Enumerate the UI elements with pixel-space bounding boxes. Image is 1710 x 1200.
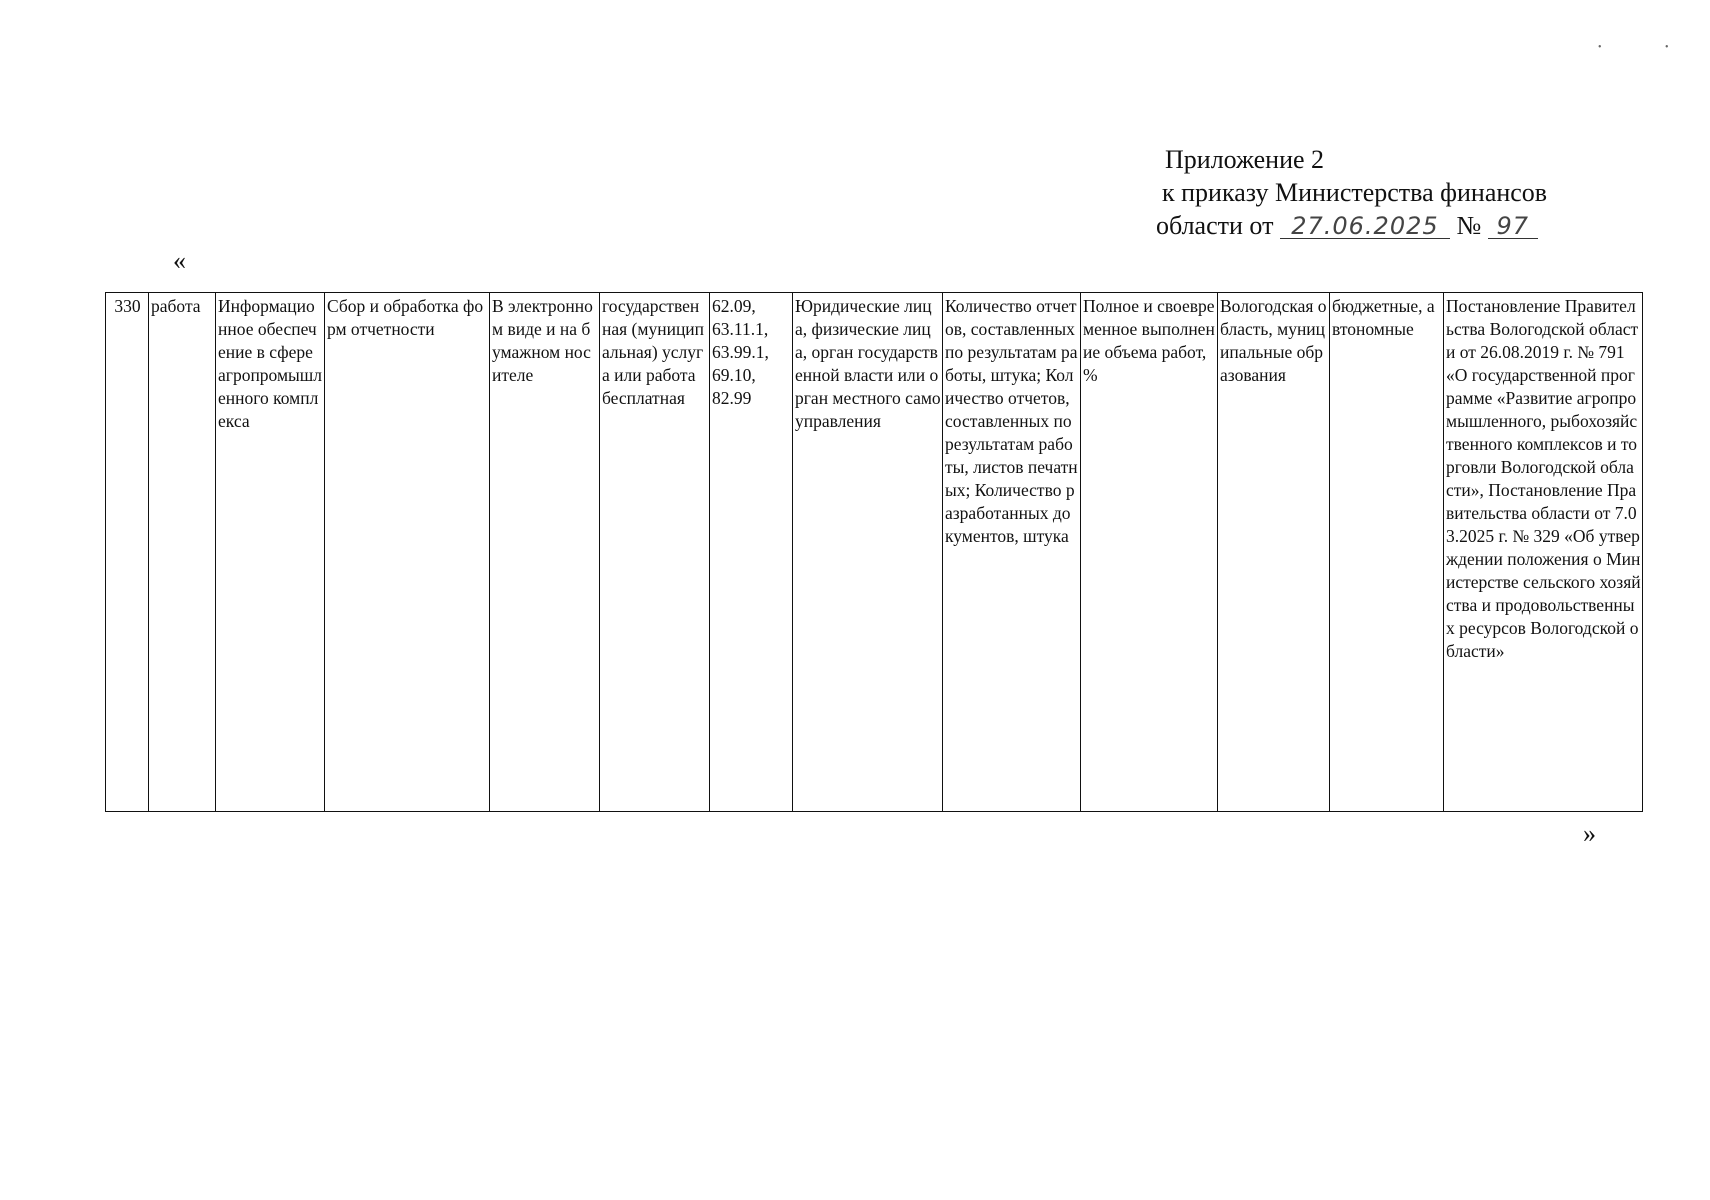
cell-territory: Вологодская область, муниципальные образования — [1218, 293, 1330, 812]
order-date-line — [1156, 209, 1605, 242]
order-reference: к приказу Министерства финансов — [1162, 178, 1548, 207]
scan-speck: • — [1598, 42, 1602, 53]
cell-service-kind: государственная (муниципальная) услуга или работа бесплатная — [600, 293, 710, 812]
table-row — [106, 293, 1643, 812]
cell-legal-basis: Постановление Правительства Вологодской области от 26.08.2019 г. № 791 «О государственной программе «Развитие агропромышленного, рыбохозяйственного комплексов и торговли Вологодской области», Постановление Правительства области от 7.03.2025 г. № 329 «Об утверждении положения о Министерстве сельского хозяйства и продовольственных ресурсов Вологодской области» — [1444, 293, 1643, 812]
cell-number: 330 — [106, 293, 149, 812]
cell-consumers: Юридические лица, физические лица, орган государственной власти или орган местного самоуправления — [793, 293, 943, 812]
handwritten-order-number: 97 — [1488, 214, 1538, 239]
cell-name: Информационное обеспечение в сфере агропромышленного комплекса — [216, 293, 325, 812]
number-sign: № — [1456, 211, 1482, 240]
handwritten-date: 27.06.2025 — [1280, 214, 1450, 239]
scan-speck: • — [1665, 42, 1669, 53]
opening-quote: « — [173, 246, 186, 275]
closing-quote: » — [1583, 819, 1596, 848]
appendix-title: Приложение 2 — [1165, 145, 1325, 174]
cell-content: Сбор и обработка форм отчетности — [325, 293, 490, 812]
order-date-prefix: области от — [1156, 211, 1274, 240]
cell-volume-indicators: Количество отчетов, составленных по результатам работы, штука; Количество отчетов, составленных по результатам работы, листов печатных; Количество разработанных документов, штука — [943, 293, 1081, 812]
cell-form: В электронном виде и на бумажном носителе — [490, 293, 600, 812]
appendix-header — [1156, 143, 1605, 242]
services-table — [105, 292, 1643, 812]
cell-institution-types: бюджетные, автономные — [1330, 293, 1444, 812]
cell-okved: 62.09, 63.11.1, 63.99.1, 69.10, 82.99 — [710, 293, 793, 812]
cell-quality-indicators: Полное и своевременное выполнение объема работ, % — [1081, 293, 1218, 812]
cell-type: работа — [149, 293, 216, 812]
